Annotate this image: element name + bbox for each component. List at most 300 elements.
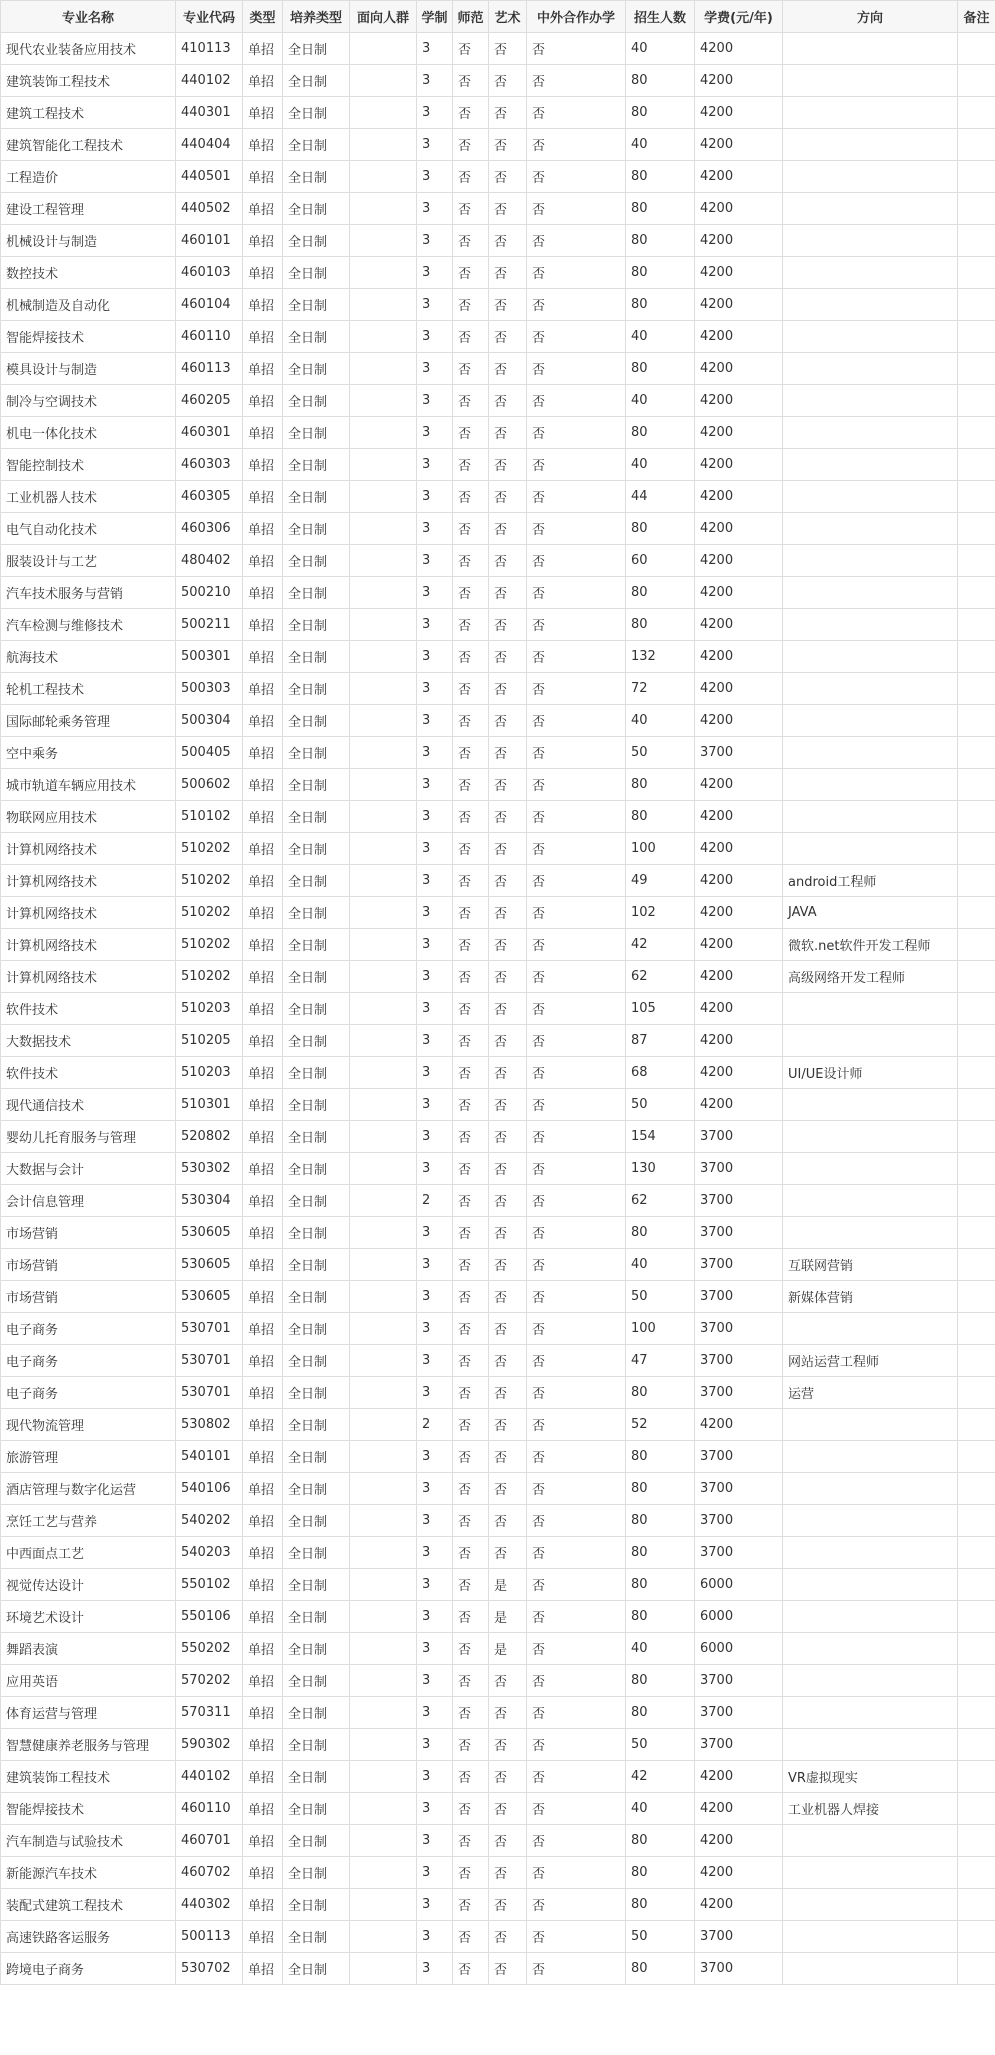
cell-quota: 80 — [626, 97, 695, 129]
cell-quota: 80 — [626, 1825, 695, 1857]
cell-study-mode: 全日制 — [283, 33, 350, 65]
cell-duration: 3 — [417, 1025, 453, 1057]
cell-target-group — [350, 129, 417, 161]
cell-tuition: 4200 — [695, 193, 783, 225]
cell-name: 智慧健康养老服务与管理 — [1, 1729, 176, 1761]
cell-duration: 3 — [417, 193, 453, 225]
cell-tuition: 4200 — [695, 705, 783, 737]
cell-study-mode: 全日制 — [283, 1857, 350, 1889]
cell-direction — [783, 1601, 958, 1633]
cell-art: 否 — [489, 225, 527, 257]
table-row — [1, 1153, 995, 1185]
cell-tuition: 4200 — [695, 513, 783, 545]
table-row — [1, 1505, 995, 1537]
cell-tuition: 4200 — [695, 577, 783, 609]
cell-type: 单招 — [243, 673, 283, 705]
cell-duration: 3 — [417, 929, 453, 961]
cell-remark — [958, 1121, 995, 1153]
cell-joint-program: 否 — [527, 481, 626, 513]
cell-target-group — [350, 897, 417, 929]
cell-quota: 80 — [626, 289, 695, 321]
cell-direction — [783, 161, 958, 193]
cell-study-mode: 全日制 — [283, 673, 350, 705]
table-row — [1, 1473, 995, 1505]
cell-art: 否 — [489, 929, 527, 961]
cell-quota: 40 — [626, 1633, 695, 1665]
cell-code: 520802 — [176, 1121, 243, 1153]
cell-joint-program: 否 — [527, 353, 626, 385]
cell-quota: 100 — [626, 833, 695, 865]
cell-study-mode: 全日制 — [283, 257, 350, 289]
cell-direction — [783, 289, 958, 321]
table-row — [1, 961, 995, 993]
cell-art: 否 — [489, 193, 527, 225]
cell-type: 单招 — [243, 65, 283, 97]
cell-remark — [958, 1921, 995, 1953]
cell-quota: 80 — [626, 1857, 695, 1889]
cell-remark — [958, 1089, 995, 1121]
cell-remark — [958, 641, 995, 673]
cell-normal: 否 — [453, 993, 489, 1025]
cell-direction — [783, 1121, 958, 1153]
cell-tuition: 4200 — [695, 1761, 783, 1793]
cell-study-mode: 全日制 — [283, 161, 350, 193]
cell-normal: 否 — [453, 1249, 489, 1281]
cell-normal: 否 — [453, 129, 489, 161]
cell-tuition: 4200 — [695, 545, 783, 577]
cell-name: 航海技术 — [1, 641, 176, 673]
cell-target-group — [350, 1217, 417, 1249]
cell-study-mode: 全日制 — [283, 449, 350, 481]
cell-direction: 工业机器人焊接 — [783, 1793, 958, 1825]
cell-type: 单招 — [243, 865, 283, 897]
cell-duration: 3 — [417, 1313, 453, 1345]
cell-name: 工业机器人技术 — [1, 481, 176, 513]
cell-study-mode: 全日制 — [283, 577, 350, 609]
cell-code: 460205 — [176, 385, 243, 417]
cell-study-mode: 全日制 — [283, 641, 350, 673]
cell-tuition: 4200 — [695, 801, 783, 833]
cell-remark — [958, 1185, 995, 1217]
cell-code: 530605 — [176, 1217, 243, 1249]
cell-remark — [958, 705, 995, 737]
cell-code: 530302 — [176, 1153, 243, 1185]
cell-code: 460113 — [176, 353, 243, 385]
cell-type: 单招 — [243, 1953, 283, 1985]
cell-study-mode: 全日制 — [283, 1633, 350, 1665]
cell-normal: 否 — [453, 481, 489, 513]
cell-remark — [958, 1793, 995, 1825]
cell-quota: 80 — [626, 1569, 695, 1601]
cell-remark — [958, 545, 995, 577]
cell-type: 单招 — [243, 1537, 283, 1569]
table-row — [1, 257, 995, 289]
cell-tuition: 3700 — [695, 1313, 783, 1345]
cell-art: 否 — [489, 1185, 527, 1217]
cell-type: 单招 — [243, 353, 283, 385]
cell-name: 机电一体化技术 — [1, 417, 176, 449]
cell-study-mode: 全日制 — [283, 801, 350, 833]
cell-direction — [783, 1185, 958, 1217]
cell-code: 480402 — [176, 545, 243, 577]
cell-name: 市场营销 — [1, 1249, 176, 1281]
cell-code: 440501 — [176, 161, 243, 193]
cell-duration: 3 — [417, 353, 453, 385]
cell-duration: 3 — [417, 1857, 453, 1889]
cell-art: 否 — [489, 1665, 527, 1697]
cell-art: 否 — [489, 513, 527, 545]
cell-joint-program: 否 — [527, 1729, 626, 1761]
cell-duration: 3 — [417, 1345, 453, 1377]
cell-joint-program: 否 — [527, 673, 626, 705]
cell-duration: 3 — [417, 1089, 453, 1121]
cell-name: 智能焊接技术 — [1, 1793, 176, 1825]
cell-joint-program: 否 — [527, 513, 626, 545]
cell-normal: 否 — [453, 673, 489, 705]
cell-target-group — [350, 385, 417, 417]
cell-tuition: 4200 — [695, 1793, 783, 1825]
cell-study-mode: 全日制 — [283, 769, 350, 801]
cell-tuition: 3700 — [695, 1281, 783, 1313]
cell-direction — [783, 673, 958, 705]
cell-remark — [958, 865, 995, 897]
cell-name: 市场营销 — [1, 1217, 176, 1249]
cell-remark — [958, 961, 995, 993]
cell-quota: 40 — [626, 129, 695, 161]
cell-code: 460104 — [176, 289, 243, 321]
cell-art: 否 — [489, 289, 527, 321]
table-row — [1, 225, 995, 257]
table-row — [1, 1857, 995, 1889]
header-normal: 师范 — [453, 1, 489, 33]
cell-remark — [958, 1217, 995, 1249]
cell-remark — [958, 1153, 995, 1185]
cell-art: 否 — [489, 865, 527, 897]
table-row — [1, 833, 995, 865]
cell-tuition: 4200 — [695, 417, 783, 449]
cell-name: 现代物流管理 — [1, 1409, 176, 1441]
cell-tuition: 3700 — [695, 1537, 783, 1569]
cell-duration: 3 — [417, 673, 453, 705]
table-row — [1, 129, 995, 161]
cell-direction — [783, 385, 958, 417]
cell-joint-program: 否 — [527, 545, 626, 577]
cell-name: 机械设计与制造 — [1, 225, 176, 257]
cell-type: 单招 — [243, 161, 283, 193]
cell-remark — [958, 1889, 995, 1921]
cell-joint-program: 否 — [527, 449, 626, 481]
cell-duration: 3 — [417, 1761, 453, 1793]
cell-joint-program: 否 — [527, 769, 626, 801]
cell-normal: 否 — [453, 97, 489, 129]
cell-art: 否 — [489, 1505, 527, 1537]
cell-target-group — [350, 705, 417, 737]
header-art: 艺术 — [489, 1, 527, 33]
cell-direction — [783, 1857, 958, 1889]
cell-remark — [958, 1377, 995, 1409]
cell-code: 460303 — [176, 449, 243, 481]
cell-joint-program: 否 — [527, 897, 626, 929]
cell-code: 460103 — [176, 257, 243, 289]
cell-joint-program: 否 — [527, 33, 626, 65]
cell-duration: 3 — [417, 1537, 453, 1569]
cell-art: 否 — [489, 1473, 527, 1505]
cell-normal: 否 — [453, 865, 489, 897]
table-row — [1, 161, 995, 193]
cell-duration: 3 — [417, 1953, 453, 1985]
cell-art: 否 — [489, 1345, 527, 1377]
cell-type: 单招 — [243, 705, 283, 737]
cell-joint-program: 否 — [527, 225, 626, 257]
cell-study-mode: 全日制 — [283, 1025, 350, 1057]
cell-quota: 50 — [626, 1281, 695, 1313]
cell-duration: 3 — [417, 1121, 453, 1153]
cell-remark — [958, 97, 995, 129]
cell-study-mode: 全日制 — [283, 1793, 350, 1825]
cell-quota: 80 — [626, 1377, 695, 1409]
cell-code: 510202 — [176, 961, 243, 993]
cell-remark — [958, 513, 995, 545]
cell-target-group — [350, 161, 417, 193]
cell-type: 单招 — [243, 289, 283, 321]
header-tuition: 学费(元/年) — [695, 1, 783, 33]
cell-direction — [783, 1953, 958, 1985]
cell-code: 500113 — [176, 1921, 243, 1953]
cell-direction — [783, 1537, 958, 1569]
cell-normal: 否 — [453, 1025, 489, 1057]
cell-art: 否 — [489, 705, 527, 737]
cell-tuition: 3700 — [695, 1121, 783, 1153]
cell-duration: 3 — [417, 65, 453, 97]
table-row — [1, 1025, 995, 1057]
table-row — [1, 1313, 995, 1345]
cell-tuition: 4200 — [695, 321, 783, 353]
cell-duration: 3 — [417, 1249, 453, 1281]
cell-target-group — [350, 929, 417, 961]
cell-tuition: 4200 — [695, 929, 783, 961]
cell-normal: 否 — [453, 737, 489, 769]
cell-type: 单招 — [243, 1601, 283, 1633]
cell-art: 否 — [489, 1057, 527, 1089]
cell-study-mode: 全日制 — [283, 417, 350, 449]
cell-normal: 否 — [453, 1889, 489, 1921]
cell-art: 否 — [489, 609, 527, 641]
cell-quota: 49 — [626, 865, 695, 897]
cell-tuition: 4200 — [695, 897, 783, 929]
cell-tuition: 4200 — [695, 1889, 783, 1921]
cell-art: 是 — [489, 1569, 527, 1601]
cell-quota: 80 — [626, 1665, 695, 1697]
cell-quota: 154 — [626, 1121, 695, 1153]
table-row — [1, 1345, 995, 1377]
table-row — [1, 993, 995, 1025]
cell-name: 现代农业装备应用技术 — [1, 33, 176, 65]
cell-remark — [958, 1441, 995, 1473]
cell-type: 单招 — [243, 449, 283, 481]
cell-code: 530605 — [176, 1249, 243, 1281]
cell-tuition: 4200 — [695, 1857, 783, 1889]
cell-art: 否 — [489, 801, 527, 833]
cell-duration: 3 — [417, 577, 453, 609]
cell-remark — [958, 1281, 995, 1313]
cell-name: 机械制造及自动化 — [1, 289, 176, 321]
cell-tuition: 4200 — [695, 97, 783, 129]
table-row — [1, 385, 995, 417]
cell-code: 460101 — [176, 225, 243, 257]
cell-remark — [958, 33, 995, 65]
cell-quota: 62 — [626, 1185, 695, 1217]
cell-direction — [783, 1313, 958, 1345]
cell-joint-program: 否 — [527, 577, 626, 609]
cell-duration: 3 — [417, 1633, 453, 1665]
cell-quota: 102 — [626, 897, 695, 929]
table-row — [1, 1249, 995, 1281]
cell-code: 530701 — [176, 1345, 243, 1377]
cell-remark — [958, 1729, 995, 1761]
cell-remark — [958, 353, 995, 385]
cell-joint-program: 否 — [527, 1377, 626, 1409]
table-row — [1, 1057, 995, 1089]
table-row — [1, 1281, 995, 1313]
cell-direction: UI/UE设计师 — [783, 1057, 958, 1089]
cell-type: 单招 — [243, 1089, 283, 1121]
cell-tuition: 3700 — [695, 1345, 783, 1377]
cell-name: 工程造价 — [1, 161, 176, 193]
cell-remark — [958, 801, 995, 833]
table-row — [1, 1921, 995, 1953]
cell-direction — [783, 705, 958, 737]
cell-direction — [783, 577, 958, 609]
cell-art: 否 — [489, 1249, 527, 1281]
cell-art: 否 — [489, 481, 527, 513]
cell-remark — [958, 161, 995, 193]
cell-quota: 50 — [626, 737, 695, 769]
cell-quota: 100 — [626, 1313, 695, 1345]
cell-target-group — [350, 1025, 417, 1057]
cell-type: 单招 — [243, 1921, 283, 1953]
cell-name: 建筑装饰工程技术 — [1, 65, 176, 97]
cell-target-group — [350, 1313, 417, 1345]
cell-direction: VR虚拟现实 — [783, 1761, 958, 1793]
cell-name: 模具设计与制造 — [1, 353, 176, 385]
cell-name: 大数据与会计 — [1, 1153, 176, 1185]
cell-name: 高速铁路客运服务 — [1, 1921, 176, 1953]
cell-type: 单招 — [243, 1473, 283, 1505]
cell-normal: 否 — [453, 289, 489, 321]
cell-study-mode: 全日制 — [283, 193, 350, 225]
cell-study-mode: 全日制 — [283, 1825, 350, 1857]
cell-study-mode: 全日制 — [283, 1217, 350, 1249]
table-row — [1, 513, 995, 545]
cell-type: 单招 — [243, 1313, 283, 1345]
cell-direction — [783, 1473, 958, 1505]
cell-study-mode: 全日制 — [283, 97, 350, 129]
cell-direction — [783, 1697, 958, 1729]
cell-direction — [783, 801, 958, 833]
cell-art: 否 — [489, 1889, 527, 1921]
cell-joint-program: 否 — [527, 1409, 626, 1441]
cell-direction — [783, 33, 958, 65]
cell-normal: 否 — [453, 1281, 489, 1313]
cell-type: 单招 — [243, 1057, 283, 1089]
cell-name: 建设工程管理 — [1, 193, 176, 225]
cell-quota: 44 — [626, 481, 695, 513]
cell-art: 否 — [489, 353, 527, 385]
cell-tuition: 4200 — [695, 449, 783, 481]
cell-target-group — [350, 641, 417, 673]
cell-study-mode: 全日制 — [283, 513, 350, 545]
cell-joint-program: 否 — [527, 257, 626, 289]
cell-target-group — [350, 801, 417, 833]
cell-type: 单招 — [243, 1249, 283, 1281]
cell-art: 否 — [489, 65, 527, 97]
cell-target-group — [350, 225, 417, 257]
cell-quota: 80 — [626, 1473, 695, 1505]
table-row — [1, 1217, 995, 1249]
cell-code: 510205 — [176, 1025, 243, 1057]
cell-tuition: 3700 — [695, 1665, 783, 1697]
cell-type: 单招 — [243, 1377, 283, 1409]
table-row — [1, 769, 995, 801]
cell-tuition: 3700 — [695, 1729, 783, 1761]
cell-art: 否 — [489, 769, 527, 801]
cell-target-group — [350, 1505, 417, 1537]
cell-target-group — [350, 193, 417, 225]
cell-direction — [783, 1921, 958, 1953]
cell-direction — [783, 1025, 958, 1057]
cell-normal: 否 — [453, 257, 489, 289]
cell-art: 否 — [489, 1761, 527, 1793]
cell-name: 体育运营与管理 — [1, 1697, 176, 1729]
cell-duration: 3 — [417, 641, 453, 673]
cell-study-mode: 全日制 — [283, 1409, 350, 1441]
cell-study-mode: 全日制 — [283, 1057, 350, 1089]
cell-tuition: 3700 — [695, 1921, 783, 1953]
cell-remark — [958, 737, 995, 769]
cell-direction — [783, 1217, 958, 1249]
cell-direction — [783, 1665, 958, 1697]
cell-normal: 否 — [453, 449, 489, 481]
cell-code: 510203 — [176, 993, 243, 1025]
cell-joint-program: 否 — [527, 193, 626, 225]
cell-normal: 否 — [453, 353, 489, 385]
cell-quota: 80 — [626, 353, 695, 385]
cell-code: 530701 — [176, 1313, 243, 1345]
cell-code: 510202 — [176, 833, 243, 865]
cell-tuition: 3700 — [695, 1377, 783, 1409]
cell-remark — [958, 129, 995, 161]
cell-art: 否 — [489, 449, 527, 481]
cell-tuition: 4200 — [695, 129, 783, 161]
cell-quota: 52 — [626, 1409, 695, 1441]
cell-name: 旅游管理 — [1, 1441, 176, 1473]
cell-duration: 3 — [417, 737, 453, 769]
cell-type: 单招 — [243, 545, 283, 577]
cell-joint-program: 否 — [527, 1281, 626, 1313]
cell-tuition: 4200 — [695, 673, 783, 705]
cell-tuition: 3700 — [695, 1953, 783, 1985]
cell-code: 460702 — [176, 1857, 243, 1889]
cell-target-group — [350, 1793, 417, 1825]
cell-remark — [958, 417, 995, 449]
cell-normal: 否 — [453, 1185, 489, 1217]
cell-art: 否 — [489, 1953, 527, 1985]
table-row — [1, 1761, 995, 1793]
cell-type: 单招 — [243, 769, 283, 801]
cell-normal: 否 — [453, 1825, 489, 1857]
cell-code: 460110 — [176, 321, 243, 353]
cell-quota: 50 — [626, 1921, 695, 1953]
